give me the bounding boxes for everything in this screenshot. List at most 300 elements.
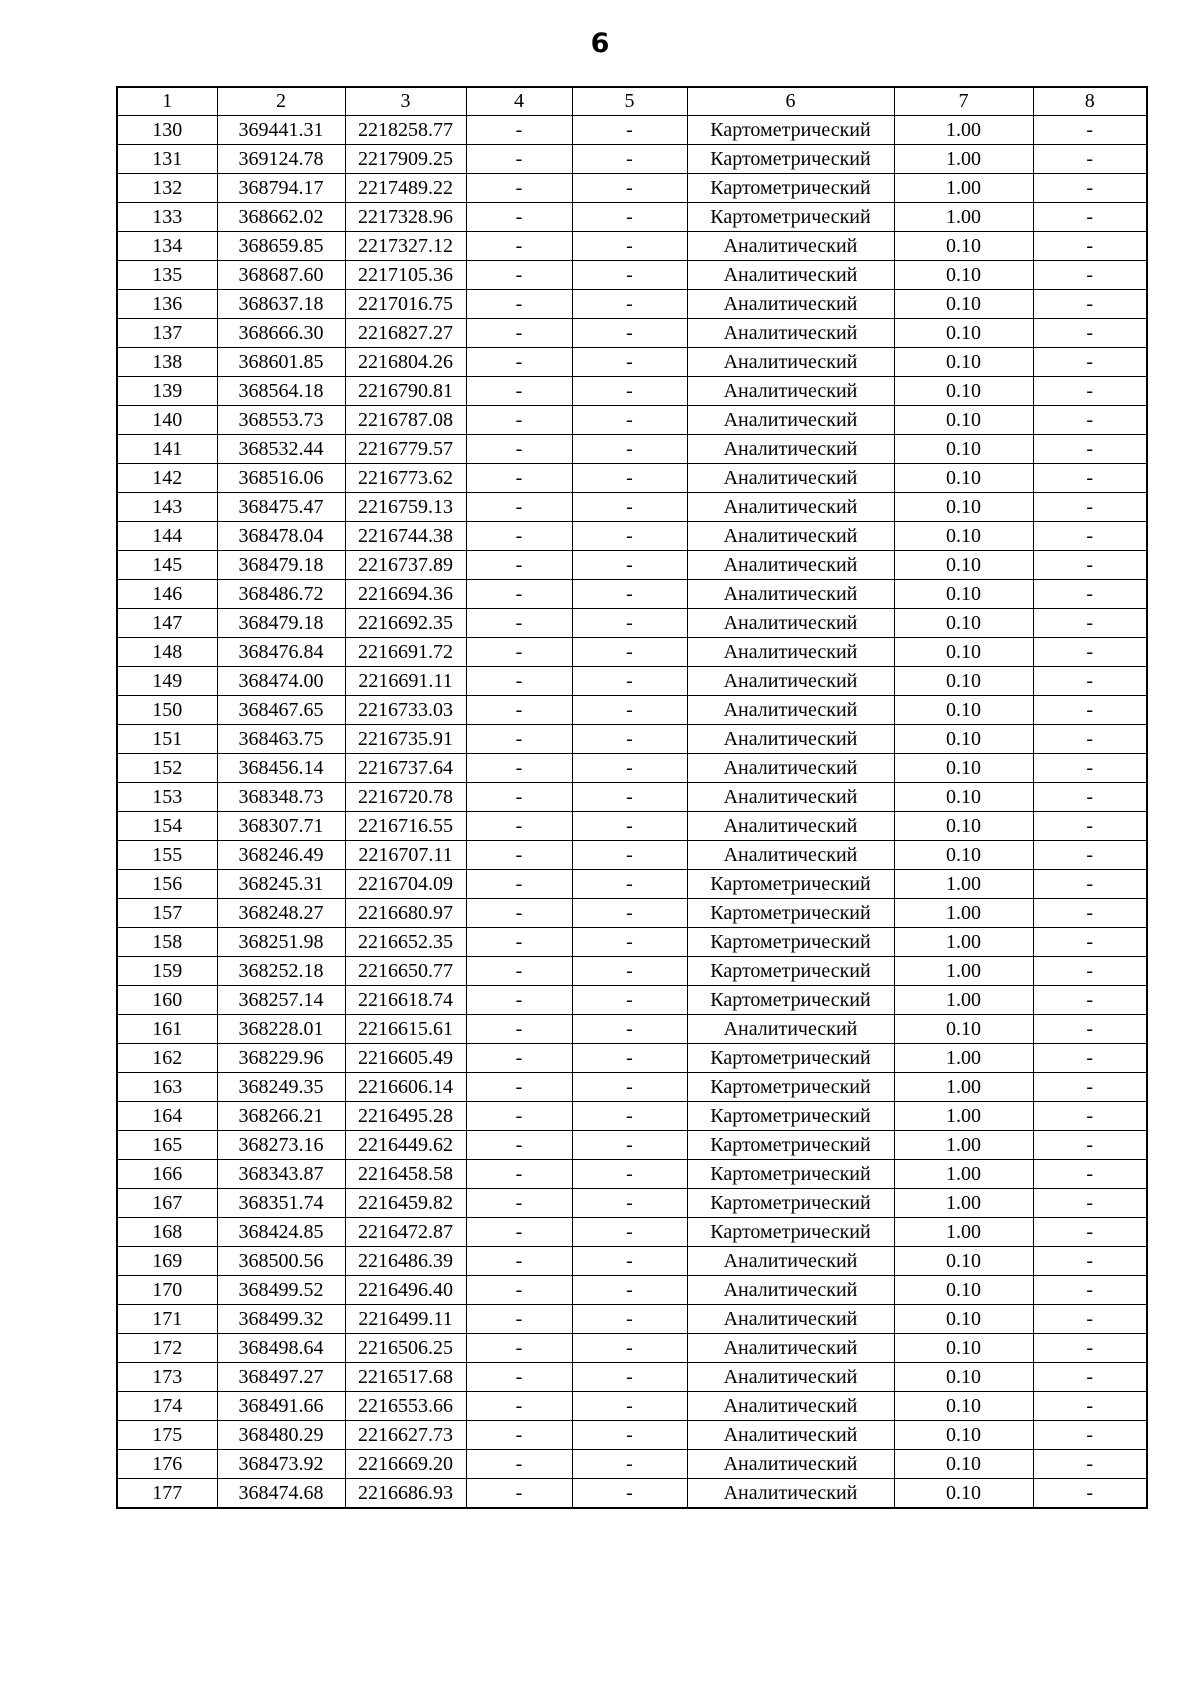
column-5-cell: - [572, 174, 687, 203]
coordinates-table [116, 86, 1148, 1509]
accuracy-cell: 1.00 [894, 203, 1033, 232]
column-5-cell: - [572, 638, 687, 667]
column-8-cell: - [1033, 232, 1147, 261]
column-5-cell: - [572, 116, 687, 145]
column-4-cell: - [466, 203, 572, 232]
y-coordinate-cell: 2216499.11 [345, 1305, 466, 1334]
method-cell: Картометрический [687, 1073, 894, 1102]
y-coordinate-cell: 2216449.62 [345, 1131, 466, 1160]
column-5-cell: - [572, 1305, 687, 1334]
table-row [117, 116, 1147, 145]
point-number-cell: 144 [117, 522, 217, 551]
point-number-cell: 141 [117, 435, 217, 464]
column-8-cell: - [1033, 1392, 1147, 1421]
column-4-cell: - [466, 1131, 572, 1160]
x-coordinate-cell: 368553.73 [217, 406, 345, 435]
point-number-cell: 161 [117, 1015, 217, 1044]
x-coordinate-cell: 368473.92 [217, 1450, 345, 1479]
table-row [117, 1392, 1147, 1421]
y-coordinate-cell: 2216691.72 [345, 638, 466, 667]
method-cell: Аналитический [687, 1450, 894, 1479]
column-8-cell: - [1033, 1131, 1147, 1160]
column-4-cell: - [466, 1392, 572, 1421]
y-coordinate-cell: 2217016.75 [345, 290, 466, 319]
method-cell: Картометрический [687, 1218, 894, 1247]
column-4-cell: - [466, 493, 572, 522]
column-5-cell: - [572, 435, 687, 464]
column-4-cell: - [466, 1363, 572, 1392]
column-4-cell: - [466, 1073, 572, 1102]
column-5-cell: - [572, 464, 687, 493]
column-8-cell: - [1033, 551, 1147, 580]
column-8-cell: - [1033, 1160, 1147, 1189]
method-cell: Аналитический [687, 319, 894, 348]
column-4-cell: - [466, 638, 572, 667]
page-number: 6 [590, 28, 610, 59]
accuracy-cell: 0.10 [894, 435, 1033, 464]
column-4-cell: - [466, 899, 572, 928]
x-coordinate-cell: 368228.01 [217, 1015, 345, 1044]
point-number-cell: 166 [117, 1160, 217, 1189]
column-4-cell: - [466, 754, 572, 783]
point-number-cell: 155 [117, 841, 217, 870]
accuracy-cell: 0.10 [894, 609, 1033, 638]
accuracy-cell: 0.10 [894, 1334, 1033, 1363]
y-coordinate-cell: 2216787.08 [345, 406, 466, 435]
accuracy-cell: 0.10 [894, 696, 1033, 725]
x-coordinate-cell: 368229.96 [217, 1044, 345, 1073]
column-8-cell: - [1033, 1363, 1147, 1392]
y-coordinate-cell: 2216686.93 [345, 1479, 466, 1509]
column-header-8: 8 [1033, 87, 1147, 116]
table-row [117, 551, 1147, 580]
point-number-cell: 137 [117, 319, 217, 348]
accuracy-cell: 0.10 [894, 261, 1033, 290]
column-4-cell: - [466, 1276, 572, 1305]
accuracy-cell: 0.10 [894, 667, 1033, 696]
y-coordinate-cell: 2216759.13 [345, 493, 466, 522]
method-cell: Картометрический [687, 986, 894, 1015]
column-5-cell: - [572, 1044, 687, 1073]
accuracy-cell: 0.10 [894, 1276, 1033, 1305]
column-8-cell: - [1033, 1276, 1147, 1305]
column-8-cell: - [1033, 986, 1147, 1015]
column-4-cell: - [466, 609, 572, 638]
y-coordinate-cell: 2216735.91 [345, 725, 466, 754]
column-8-cell: - [1033, 609, 1147, 638]
column-8-cell: - [1033, 812, 1147, 841]
column-8-cell: - [1033, 1305, 1147, 1334]
method-cell: Аналитический [687, 609, 894, 638]
table-row [117, 174, 1147, 203]
table-row [117, 1102, 1147, 1131]
method-cell: Аналитический [687, 464, 894, 493]
point-number-cell: 151 [117, 725, 217, 754]
y-coordinate-cell: 2217909.25 [345, 145, 466, 174]
column-4-cell: - [466, 290, 572, 319]
table-body [117, 116, 1147, 1509]
method-cell: Картометрический [687, 870, 894, 899]
y-coordinate-cell: 2216790.81 [345, 377, 466, 406]
column-8-cell: - [1033, 1073, 1147, 1102]
x-coordinate-cell: 368480.29 [217, 1421, 345, 1450]
table-row [117, 609, 1147, 638]
method-cell: Аналитический [687, 1392, 894, 1421]
column-4-cell: - [466, 1044, 572, 1073]
y-coordinate-cell: 2216553.66 [345, 1392, 466, 1421]
x-coordinate-cell: 368497.27 [217, 1363, 345, 1392]
x-coordinate-cell: 368486.72 [217, 580, 345, 609]
column-header-6: 6 [687, 87, 894, 116]
table-row [117, 290, 1147, 319]
accuracy-cell: 1.00 [894, 1189, 1033, 1218]
accuracy-cell: 0.10 [894, 464, 1033, 493]
table-row [117, 1334, 1147, 1363]
column-5-cell: - [572, 290, 687, 319]
column-8-cell: - [1033, 754, 1147, 783]
accuracy-cell: 1.00 [894, 899, 1033, 928]
column-4-cell: - [466, 435, 572, 464]
method-cell: Аналитический [687, 783, 894, 812]
column-5-cell: - [572, 1479, 687, 1509]
method-cell: Аналитический [687, 696, 894, 725]
table-row [117, 1015, 1147, 1044]
point-number-cell: 147 [117, 609, 217, 638]
y-coordinate-cell: 2216615.61 [345, 1015, 466, 1044]
x-coordinate-cell: 368479.18 [217, 551, 345, 580]
column-5-cell: - [572, 1247, 687, 1276]
accuracy-cell: 0.10 [894, 493, 1033, 522]
column-8-cell: - [1033, 957, 1147, 986]
point-number-cell: 148 [117, 638, 217, 667]
point-number-cell: 164 [117, 1102, 217, 1131]
column-8-cell: - [1033, 261, 1147, 290]
method-cell: Аналитический [687, 841, 894, 870]
column-5-cell: - [572, 899, 687, 928]
column-8-cell: - [1033, 1015, 1147, 1044]
column-8-cell: - [1033, 870, 1147, 899]
accuracy-cell: 0.10 [894, 812, 1033, 841]
y-coordinate-cell: 2216773.62 [345, 464, 466, 493]
method-cell: Картометрический [687, 1189, 894, 1218]
table-row [117, 986, 1147, 1015]
x-coordinate-cell: 368499.32 [217, 1305, 345, 1334]
x-coordinate-cell: 368249.35 [217, 1073, 345, 1102]
column-5-cell: - [572, 203, 687, 232]
x-coordinate-cell: 368463.75 [217, 725, 345, 754]
x-coordinate-cell: 368500.56 [217, 1247, 345, 1276]
method-cell: Аналитический [687, 580, 894, 609]
y-coordinate-cell: 2216691.11 [345, 667, 466, 696]
point-number-cell: 139 [117, 377, 217, 406]
column-8-cell: - [1033, 667, 1147, 696]
point-number-cell: 140 [117, 406, 217, 435]
point-number-cell: 138 [117, 348, 217, 377]
method-cell: Аналитический [687, 1247, 894, 1276]
column-8-cell: - [1033, 377, 1147, 406]
x-coordinate-cell: 368476.84 [217, 638, 345, 667]
accuracy-cell: 0.10 [894, 232, 1033, 261]
accuracy-cell: 0.10 [894, 1392, 1033, 1421]
column-5-cell: - [572, 870, 687, 899]
method-cell: Картометрический [687, 1044, 894, 1073]
column-5-cell: - [572, 1276, 687, 1305]
y-coordinate-cell: 2216694.36 [345, 580, 466, 609]
column-5-cell: - [572, 1073, 687, 1102]
column-8-cell: - [1033, 319, 1147, 348]
method-cell: Аналитический [687, 638, 894, 667]
column-5-cell: - [572, 986, 687, 1015]
column-4-cell: - [466, 319, 572, 348]
column-header-7: 7 [894, 87, 1033, 116]
point-number-cell: 165 [117, 1131, 217, 1160]
method-cell: Картометрический [687, 145, 894, 174]
accuracy-cell: 1.00 [894, 1044, 1033, 1073]
x-coordinate-cell: 368252.18 [217, 957, 345, 986]
column-4-cell: - [466, 348, 572, 377]
point-number-cell: 154 [117, 812, 217, 841]
column-5-cell: - [572, 957, 687, 986]
table-row [117, 1276, 1147, 1305]
method-cell: Аналитический [687, 377, 894, 406]
column-header-3: 3 [345, 87, 466, 116]
table-row [117, 232, 1147, 261]
point-number-cell: 163 [117, 1073, 217, 1102]
column-8-cell: - [1033, 116, 1147, 145]
x-coordinate-cell: 368246.49 [217, 841, 345, 870]
x-coordinate-cell: 368794.17 [217, 174, 345, 203]
column-8-cell: - [1033, 1247, 1147, 1276]
accuracy-cell: 0.10 [894, 377, 1033, 406]
table-row [117, 841, 1147, 870]
method-cell: Аналитический [687, 1305, 894, 1334]
column-5-cell: - [572, 1015, 687, 1044]
accuracy-cell: 0.10 [894, 1305, 1033, 1334]
column-5-cell: - [572, 1102, 687, 1131]
method-cell: Аналитический [687, 348, 894, 377]
column-4-cell: - [466, 667, 572, 696]
x-coordinate-cell: 368687.60 [217, 261, 345, 290]
column-5-cell: - [572, 725, 687, 754]
point-number-cell: 169 [117, 1247, 217, 1276]
x-coordinate-cell: 368601.85 [217, 348, 345, 377]
point-number-cell: 132 [117, 174, 217, 203]
method-cell: Аналитический [687, 1276, 894, 1305]
y-coordinate-cell: 2216704.09 [345, 870, 466, 899]
point-number-cell: 172 [117, 1334, 217, 1363]
point-number-cell: 130 [117, 116, 217, 145]
table-row [117, 638, 1147, 667]
accuracy-cell: 0.10 [894, 1363, 1033, 1392]
x-coordinate-cell: 368516.06 [217, 464, 345, 493]
point-number-cell: 136 [117, 290, 217, 319]
method-cell: Аналитический [687, 1015, 894, 1044]
method-cell: Аналитический [687, 522, 894, 551]
x-coordinate-cell: 368564.18 [217, 377, 345, 406]
column-4-cell: - [466, 725, 572, 754]
x-coordinate-cell: 368266.21 [217, 1102, 345, 1131]
column-5-cell: - [572, 1392, 687, 1421]
point-number-cell: 145 [117, 551, 217, 580]
x-coordinate-cell: 368662.02 [217, 203, 345, 232]
x-coordinate-cell: 368499.52 [217, 1276, 345, 1305]
method-cell: Аналитический [687, 493, 894, 522]
accuracy-cell: 1.00 [894, 1218, 1033, 1247]
x-coordinate-cell: 368257.14 [217, 986, 345, 1015]
point-number-cell: 160 [117, 986, 217, 1015]
table-row [117, 261, 1147, 290]
column-8-cell: - [1033, 928, 1147, 957]
column-4-cell: - [466, 928, 572, 957]
column-4-cell: - [466, 1218, 572, 1247]
table-row [117, 464, 1147, 493]
column-4-cell: - [466, 1450, 572, 1479]
method-cell: Аналитический [687, 551, 894, 580]
column-5-cell: - [572, 754, 687, 783]
method-cell: Аналитический [687, 232, 894, 261]
table-header-row [117, 87, 1147, 116]
column-4-cell: - [466, 1479, 572, 1509]
column-4-cell: - [466, 1102, 572, 1131]
y-coordinate-cell: 2216692.35 [345, 609, 466, 638]
column-5-cell: - [572, 1189, 687, 1218]
x-coordinate-cell: 368637.18 [217, 290, 345, 319]
column-8-cell: - [1033, 899, 1147, 928]
column-8-cell: - [1033, 203, 1147, 232]
accuracy-cell: 0.10 [894, 1479, 1033, 1509]
column-8-cell: - [1033, 348, 1147, 377]
point-number-cell: 170 [117, 1276, 217, 1305]
table-row [117, 1044, 1147, 1073]
point-number-cell: 133 [117, 203, 217, 232]
column-4-cell: - [466, 464, 572, 493]
table-row [117, 435, 1147, 464]
x-coordinate-cell: 368343.87 [217, 1160, 345, 1189]
accuracy-cell: 1.00 [894, 1073, 1033, 1102]
column-8-cell: - [1033, 783, 1147, 812]
table-row [117, 203, 1147, 232]
table-row [117, 1450, 1147, 1479]
y-coordinate-cell: 2216495.28 [345, 1102, 466, 1131]
column-4-cell: - [466, 841, 572, 870]
column-8-cell: - [1033, 464, 1147, 493]
column-4-cell: - [466, 406, 572, 435]
column-4-cell: - [466, 145, 572, 174]
column-8-cell: - [1033, 522, 1147, 551]
column-header-4: 4 [466, 87, 572, 116]
point-number-cell: 175 [117, 1421, 217, 1450]
column-8-cell: - [1033, 1044, 1147, 1073]
column-5-cell: - [572, 522, 687, 551]
column-5-cell: - [572, 783, 687, 812]
column-5-cell: - [572, 1363, 687, 1392]
point-number-cell: 159 [117, 957, 217, 986]
column-5-cell: - [572, 1450, 687, 1479]
column-4-cell: - [466, 870, 572, 899]
y-coordinate-cell: 2216744.38 [345, 522, 466, 551]
x-coordinate-cell: 369441.31 [217, 116, 345, 145]
x-coordinate-cell: 368467.65 [217, 696, 345, 725]
point-number-cell: 176 [117, 1450, 217, 1479]
column-4-cell: - [466, 957, 572, 986]
method-cell: Аналитический [687, 725, 894, 754]
column-header-1: 1 [117, 87, 217, 116]
column-5-cell: - [572, 580, 687, 609]
y-coordinate-cell: 2216605.49 [345, 1044, 466, 1073]
column-5-cell: - [572, 493, 687, 522]
column-4-cell: - [466, 1305, 572, 1334]
accuracy-cell: 0.10 [894, 1421, 1033, 1450]
method-cell: Аналитический [687, 754, 894, 783]
accuracy-cell: 1.00 [894, 986, 1033, 1015]
column-8-cell: - [1033, 406, 1147, 435]
point-number-cell: 149 [117, 667, 217, 696]
table-row [117, 957, 1147, 986]
table-row [117, 754, 1147, 783]
accuracy-cell: 0.10 [894, 1450, 1033, 1479]
accuracy-cell: 0.10 [894, 551, 1033, 580]
column-4-cell: - [466, 986, 572, 1015]
y-coordinate-cell: 2216733.03 [345, 696, 466, 725]
column-8-cell: - [1033, 1218, 1147, 1247]
accuracy-cell: 0.10 [894, 783, 1033, 812]
column-8-cell: - [1033, 580, 1147, 609]
point-number-cell: 158 [117, 928, 217, 957]
column-5-cell: - [572, 348, 687, 377]
x-coordinate-cell: 368479.18 [217, 609, 345, 638]
method-cell: Картометрический [687, 1102, 894, 1131]
x-coordinate-cell: 369124.78 [217, 145, 345, 174]
x-coordinate-cell: 368491.66 [217, 1392, 345, 1421]
table-row [117, 696, 1147, 725]
accuracy-cell: 0.10 [894, 841, 1033, 870]
y-coordinate-cell: 2216496.40 [345, 1276, 466, 1305]
column-4-cell: - [466, 377, 572, 406]
y-coordinate-cell: 2216669.20 [345, 1450, 466, 1479]
y-coordinate-cell: 2216680.97 [345, 899, 466, 928]
column-5-cell: - [572, 1218, 687, 1247]
table-row [117, 1160, 1147, 1189]
x-coordinate-cell: 368478.04 [217, 522, 345, 551]
accuracy-cell: 1.00 [894, 1131, 1033, 1160]
accuracy-cell: 1.00 [894, 928, 1033, 957]
y-coordinate-cell: 2216517.68 [345, 1363, 466, 1392]
method-cell: Картометрический [687, 899, 894, 928]
y-coordinate-cell: 2216606.14 [345, 1073, 466, 1102]
y-coordinate-cell: 2216458.58 [345, 1160, 466, 1189]
method-cell: Аналитический [687, 1421, 894, 1450]
accuracy-cell: 1.00 [894, 1102, 1033, 1131]
y-coordinate-cell: 2216459.82 [345, 1189, 466, 1218]
table-row [117, 1247, 1147, 1276]
column-4-cell: - [466, 1247, 572, 1276]
column-4-cell: - [466, 1189, 572, 1218]
y-coordinate-cell: 2216737.89 [345, 551, 466, 580]
x-coordinate-cell: 368251.98 [217, 928, 345, 957]
column-8-cell: - [1033, 174, 1147, 203]
column-4-cell: - [466, 580, 572, 609]
table-row [117, 1305, 1147, 1334]
point-number-cell: 156 [117, 870, 217, 899]
column-8-cell: - [1033, 1334, 1147, 1363]
y-coordinate-cell: 2217105.36 [345, 261, 466, 290]
accuracy-cell: 0.10 [894, 725, 1033, 754]
y-coordinate-cell: 2216804.26 [345, 348, 466, 377]
column-5-cell: - [572, 928, 687, 957]
method-cell: Аналитический [687, 1334, 894, 1363]
method-cell: Картометрический [687, 957, 894, 986]
method-cell: Картометрический [687, 174, 894, 203]
